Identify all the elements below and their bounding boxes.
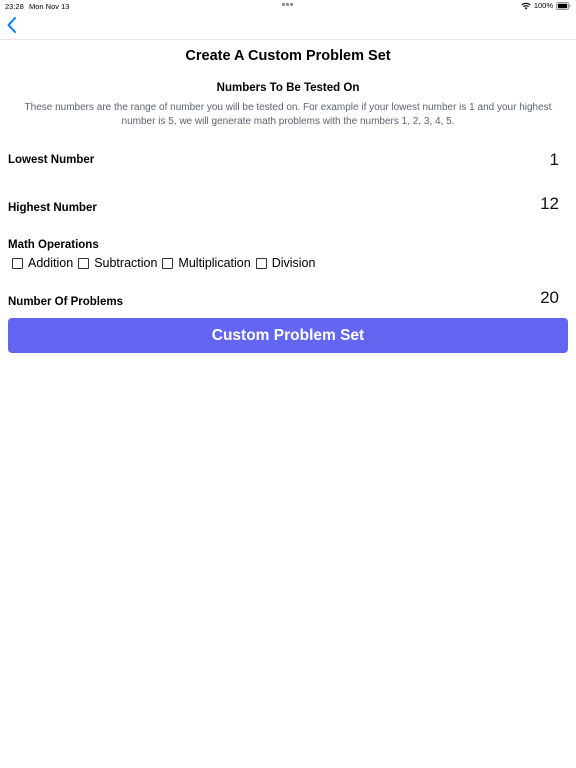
custom-problem-set-button[interactable]: Custom Problem Set — [8, 318, 568, 353]
battery-icon — [556, 2, 571, 10]
operation-subtraction[interactable] — [78, 256, 157, 270]
operation-multiplication[interactable] — [162, 256, 250, 270]
lowest-number-value[interactable]: 1 — [549, 150, 559, 169]
math-operations-label: Math Operations — [8, 239, 99, 251]
chevron-left-icon — [5, 16, 19, 34]
highest-number-value[interactable]: 12 — [540, 194, 559, 213]
number-of-problems-label: Number Of Problems — [8, 296, 124, 308]
math-operations-options — [12, 256, 320, 270]
multitasking-dots-icon[interactable] — [282, 3, 293, 6]
section-subtitle: Numbers To Be Tested On — [216, 82, 360, 94]
lowest-number-label: Lowest Number — [8, 154, 95, 166]
page-title: Create A Custom Problem Set — [185, 48, 391, 64]
highest-number-label: Highest Number — [8, 202, 97, 214]
status-right — [521, 1, 571, 10]
addition-checkbox[interactable] — [12, 258, 23, 269]
navigation-bar — [0, 12, 576, 40]
operation-division[interactable] — [256, 256, 316, 270]
subtraction-label: Subtraction — [94, 256, 158, 270]
number-of-problems-value[interactable]: 20 — [540, 288, 559, 307]
operation-addition[interactable] — [12, 256, 73, 270]
status-time: 23:28 — [5, 2, 24, 11]
division-checkbox[interactable] — [256, 258, 267, 269]
back-button[interactable] — [5, 16, 19, 34]
multiplication-label: Multiplication — [178, 256, 251, 270]
subtraction-checkbox[interactable] — [78, 258, 89, 269]
section-description: These numbers are the range of number you will be tested on. For example if your lowest number is 1 and your highest number is 5, we will generate math problems with the numbers 1, 2, 3, 4, 5. — [24, 102, 552, 127]
multiplication-checkbox[interactable] — [162, 258, 173, 269]
status-date: Mon Nov 13 — [29, 2, 70, 11]
status-bar — [0, 0, 576, 12]
addition-label: Addition — [28, 256, 74, 270]
wifi-icon — [521, 2, 531, 10]
division-label: Division — [271, 256, 316, 270]
battery-percent: 100% — [533, 1, 553, 10]
